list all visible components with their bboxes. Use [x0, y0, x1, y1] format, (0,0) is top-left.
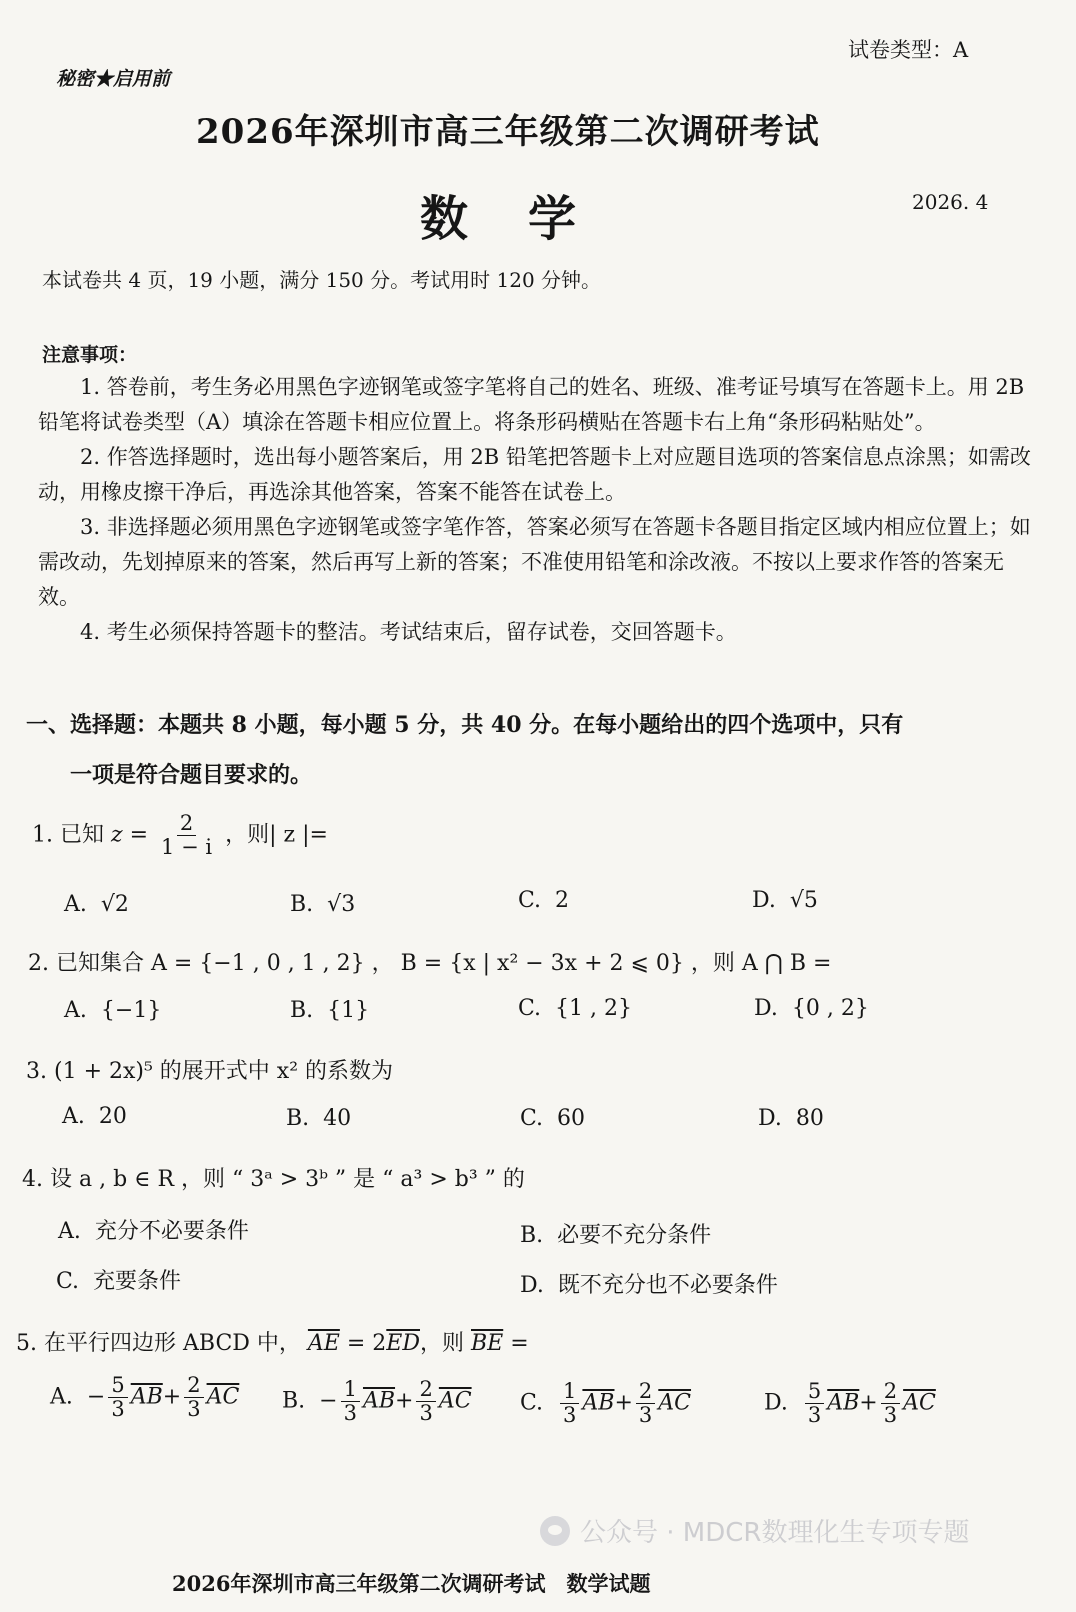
option-label: B.	[290, 998, 314, 1023]
option-label: D.	[520, 1273, 544, 1298]
question-5	[16, 1326, 529, 1357]
sign: −	[319, 1388, 338, 1414]
option-value: 充要条件	[93, 1269, 182, 1294]
paper-type: 试卷类型：A	[848, 38, 969, 62]
fraction-numerator: 2	[636, 1380, 655, 1404]
secret-mark: 秘密★启用前	[56, 68, 171, 90]
option-b	[286, 1106, 351, 1131]
option-label: C.	[520, 1390, 544, 1416]
section-heading	[26, 700, 1036, 800]
question-text: ，则	[420, 1331, 471, 1356]
question-3	[26, 1054, 393, 1085]
option-label: A.	[64, 892, 87, 917]
vector-ac: $\overline{AC}$	[438, 1388, 472, 1414]
question-text: 已知	[60, 822, 105, 848]
option-b	[290, 892, 355, 917]
option-value: {−1}	[100, 998, 162, 1023]
option-c	[56, 1264, 181, 1295]
watermark-text: 公众号 · MDCR数理化生专项专题	[580, 1518, 970, 1548]
option-value: 充分不必要条件	[94, 1219, 249, 1244]
vector-ab: $\overline{AB}$	[827, 1390, 860, 1416]
fraction	[636, 1380, 655, 1427]
fraction-numerator: 5	[805, 1380, 824, 1404]
vector-ac: $\overline{AC}$	[206, 1384, 240, 1410]
option-label: B.	[290, 892, 314, 917]
fraction-numerator: 2	[416, 1378, 435, 1402]
option-value: 40	[323, 1106, 352, 1131]
option-label: D.	[758, 1106, 782, 1131]
option-c	[520, 1106, 585, 1131]
question-number: 1.	[32, 822, 53, 848]
plus-sign: +	[614, 1390, 633, 1416]
option-label: D.	[754, 996, 778, 1021]
question-4	[22, 1162, 525, 1193]
fraction-denominator: 3	[807, 1403, 822, 1428]
option-c	[518, 996, 632, 1021]
option-label: A.	[62, 1104, 85, 1129]
option-d	[758, 1106, 824, 1131]
option-label: A.	[64, 998, 87, 1023]
option-value: √5	[789, 888, 818, 913]
fraction-numerator: 2	[881, 1380, 900, 1404]
note-item: 4. 考生必须保持答题卡的整洁。考试结束后，留存试卷，交回答题卡。	[80, 620, 737, 644]
fraction-denominator: 3	[563, 1403, 577, 1428]
fraction-numerator: 1	[560, 1380, 579, 1404]
exam-intro: 本试卷共 4 页，19 小题，满分 150 分。考试用时 120 分钟。	[42, 268, 602, 292]
option-value: √2	[100, 892, 129, 917]
option-label: C.	[518, 888, 542, 913]
option-c	[518, 888, 569, 913]
option-label: D.	[764, 1390, 788, 1416]
notes-heading: 注意事项：	[42, 344, 138, 366]
fraction	[416, 1378, 435, 1425]
notes-list	[38, 370, 1038, 650]
fraction-denominator: 1 − i	[161, 835, 213, 860]
option-label: B.	[520, 1223, 544, 1248]
option-d	[754, 996, 869, 1021]
vector-ed: $\overline{ED}$	[386, 1331, 420, 1356]
option-label: D.	[752, 888, 776, 913]
option-d	[752, 888, 818, 913]
option-value: 既不充分也不必要条件	[557, 1273, 778, 1298]
option-value: 80	[795, 1106, 824, 1131]
option-d	[520, 1268, 778, 1299]
option-value: 2	[555, 888, 570, 913]
fraction	[560, 1380, 579, 1427]
question-text: ，则| z |=	[225, 822, 328, 848]
option-label: C.	[56, 1269, 80, 1294]
exam-title: 2026年深圳市高三年级第二次调研考试	[196, 112, 820, 152]
fraction-denominator: 3	[343, 1401, 357, 1426]
option-b	[290, 998, 369, 1023]
option-value: 必要不充分条件	[557, 1223, 712, 1248]
fraction	[108, 1374, 127, 1421]
sign: −	[86, 1384, 106, 1410]
option-a	[64, 892, 129, 917]
note-item: 1. 答卷前，考生务必用黑色字迹钢笔或签字笔将自己的姓名、班级、准考证号填写在答题卡上。用 2B 铅笔将试卷类型（A）填涂在答题卡相应位置上。将条形码横贴在答题卡右上角“条形码粘贴处”。	[38, 375, 1025, 434]
plus-sign: +	[162, 1384, 182, 1410]
vector-ae: $\overline{AE}$	[307, 1331, 340, 1356]
section-line-1: 一、选择题：本题共 8 小题，每小题 5 分，共 40 分。在每小题给出的四个选项中，只有	[26, 712, 904, 738]
fraction-denominator: 3	[187, 1397, 201, 1422]
subject-title: 数学	[420, 191, 637, 247]
page-footer: 2026年深圳市高三年级第二次调研考试 数学试题	[172, 1571, 651, 1596]
question-1	[32, 812, 328, 859]
section-line-2: 一项是符合题目要求的。	[70, 762, 313, 788]
question-text: 已知集合 A = {−1 , 0 , 1 , 2} ， B = {x | x² − 3x + 2 ⩽ 0} ，则 A ⋂ B =	[56, 951, 832, 976]
question-text: 在平行四边形 ABCD 中，	[44, 1331, 301, 1356]
option-value: {1}	[327, 998, 370, 1023]
plus-sign: +	[859, 1390, 878, 1416]
option-value: 20	[98, 1104, 127, 1129]
fraction	[158, 812, 215, 859]
option-label: C.	[518, 996, 542, 1021]
question-number: 3.	[26, 1059, 47, 1084]
option-a	[62, 1104, 127, 1129]
vector-ac: $\overline{AC}$	[903, 1390, 936, 1416]
option-a	[64, 998, 161, 1023]
watermark	[540, 1512, 969, 1549]
fraction	[184, 1374, 203, 1421]
fraction	[881, 1380, 900, 1427]
question-text: 设 a , b ∈ R ，则 “ 3ᵃ > 3ᵇ ” 是 “ a³ > b³ ” 的	[50, 1167, 525, 1192]
exam-date: 2026. 4	[912, 190, 989, 214]
question-text: (1 + 2x)⁵ 的展开式中 x² 的系数为	[54, 1059, 394, 1084]
vector-ab: $\overline{AB}$	[130, 1384, 163, 1410]
vector-ac: $\overline{AC}$	[658, 1390, 692, 1416]
fraction	[805, 1380, 824, 1427]
option-b	[520, 1218, 711, 1249]
wechat-icon	[540, 1516, 570, 1546]
question-number: 4.	[22, 1167, 43, 1192]
fraction-numerator: 2	[177, 812, 196, 836]
option-b	[282, 1378, 472, 1425]
note-item: 2. 作答选择题时，选出每小题答案后，用 2B 铅笔把答题卡上对应题目选项的答案信息点涂黑；如需改动，用橡皮擦干净后，再选涂其他答案，答案不能答在试卷上。	[38, 445, 1031, 504]
option-c	[520, 1380, 691, 1427]
fraction-numerator: 5	[108, 1374, 127, 1398]
option-d	[764, 1380, 936, 1427]
option-value: √3	[327, 892, 356, 917]
fraction-denominator: 3	[638, 1403, 653, 1428]
fraction-numerator: 1	[341, 1378, 360, 1402]
option-label: A.	[58, 1219, 81, 1244]
question-2	[28, 946, 831, 977]
question-number: 2.	[28, 951, 49, 976]
option-label: C.	[520, 1106, 544, 1131]
fraction-denominator: 3	[883, 1403, 898, 1428]
option-value: {0 , 2}	[791, 996, 869, 1021]
equals-text: =	[503, 1331, 529, 1356]
variable-z: z =	[111, 822, 149, 848]
vector-be: $\overline{BE}$	[471, 1331, 504, 1356]
option-label: A.	[50, 1384, 73, 1410]
plus-sign: +	[395, 1388, 414, 1414]
fraction-denominator: 3	[111, 1397, 125, 1422]
vector-ab: $\overline{AB}$	[582, 1390, 615, 1416]
option-a	[50, 1374, 239, 1421]
option-label: B.	[286, 1106, 310, 1131]
fraction	[341, 1378, 360, 1425]
option-value: {1 , 2}	[555, 996, 633, 1021]
equals-text: = 2	[339, 1331, 387, 1356]
option-value: 60	[557, 1106, 586, 1131]
fraction-denominator: 3	[419, 1401, 433, 1426]
fraction-numerator: 2	[184, 1374, 203, 1398]
option-a	[58, 1214, 249, 1245]
note-item: 3. 非选择题必须用黑色字迹钢笔或签字笔作答，答案必须写在答题卡各题目指定区域内相应位置上；如需改动，先划掉原来的答案，然后再写上新的答案；不准使用铅笔和涂改液。不按以上要求作答的答案无效。	[38, 515, 1031, 609]
vector-ab: $\overline{AB}$	[362, 1388, 396, 1414]
option-label: B.	[282, 1388, 306, 1414]
question-number: 5.	[16, 1331, 37, 1356]
